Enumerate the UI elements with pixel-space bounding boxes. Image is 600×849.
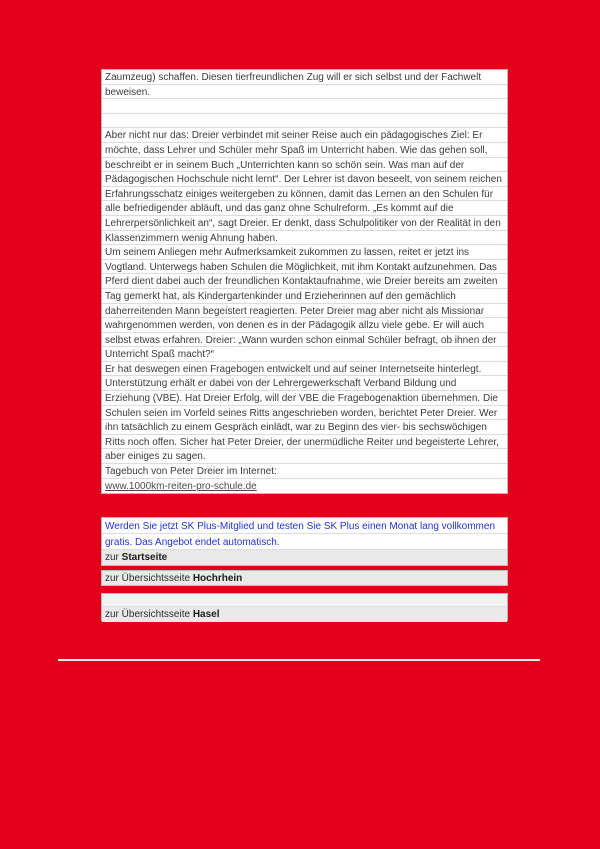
article-line: Um seinem Anliegen mehr Aufmerksamkeit zukommen zu lassen, reitet er jetzt ins bbox=[102, 245, 507, 260]
article-line: Zaumzeug) schaffen. Diesen tierfreundlichen Zug will er sich selbst und der Fachwelt bbox=[102, 70, 507, 85]
article-line: daherreitenden Mann begeistert reagierten. Peter Dreier mag aber nicht als Missionar bbox=[102, 304, 507, 319]
website-link-row bbox=[102, 479, 507, 494]
article-line: Ritts noch offen. Sicher hat Peter Dreier, der unermüdliche Reiter und begeisterte Lehrer, bbox=[102, 435, 507, 450]
link-hochrhein-prefix: zur Übersichtsseite bbox=[105, 573, 193, 584]
hasel-box-spacer bbox=[102, 594, 507, 607]
sk-plus-promo-text-line1[interactable]: Werden Sie jetzt SK Plus-Mitglied und testen Sie SK Plus einen Monat lang vollkommen bbox=[102, 518, 507, 534]
article-line: Unterricht Spaß macht?“ bbox=[102, 347, 507, 362]
article-line: Tagebuch von Peter Dreier im Internet: bbox=[102, 464, 507, 479]
link-hasel-prefix: zur Übersichtsseite bbox=[105, 609, 193, 620]
article-line: Schulen seien im Vorfeld seines Ritts angeschrieben worden, berichtet Peter Dreier. Wer bbox=[102, 406, 507, 421]
article-line: selbst etwas erfahren. Dreier: „Wann wurden schon einmal Schüler befragt, ob ihnen der bbox=[102, 333, 507, 348]
article-line: beweisen. bbox=[102, 85, 507, 100]
article-line: beschreibt er in seinem Buch „Unterrichten kann so schön sein. Was man auf der bbox=[102, 158, 507, 173]
article-line: Tag gemerkt hat, als Kindergartenkinder und Erzieherinnen auf den gemächlich bbox=[102, 289, 507, 304]
hasel-link-box bbox=[101, 593, 508, 621]
article-line: Pferd dient dabei auch der freundlichen Kontaktaufnahme, wie Dreier bereits am zweiten bbox=[102, 274, 507, 289]
article-line: wahrgenommen werden, von denen es in der Pädagogik allzu viele gebe. Er will auch bbox=[102, 318, 507, 333]
article-line bbox=[102, 114, 507, 129]
website-link[interactable]: www.1000km-reiten-pro-schule.de bbox=[105, 480, 257, 492]
sk-plus-promo-box bbox=[101, 517, 508, 566]
link-uebersichtsseite-hasel[interactable] bbox=[102, 607, 507, 622]
article-text-box bbox=[101, 69, 508, 494]
article-line: Lehrerpersönlichkeit an“, sagt Dreier. Er denkt, dass Schulpolitiker von der Realität in den bbox=[102, 216, 507, 231]
article-line: Vogtland. Unterwegs haben Schulen die Möglichkeit, mit ihm Kontakt aufzunehmen. Das bbox=[102, 260, 507, 275]
link-hochrhein-label: Hochrhein bbox=[192, 573, 243, 584]
article-line: Klassenzimmern wenig Ahnung haben. bbox=[102, 231, 507, 246]
link-startseite-prefix: zur bbox=[105, 552, 122, 563]
article-line: Aber nicht nur das: Dreier verbindet mit seiner Reise auch ein pädagogisches Ziel: Er bbox=[102, 128, 507, 143]
article-line: möchte, dass Lehrer und Schüler mehr Spaß im Unterricht haben. Wie das gehen soll, bbox=[102, 143, 507, 158]
article-line: aber einiges zu sagen. bbox=[102, 449, 507, 464]
article-line bbox=[102, 99, 507, 114]
article-line: Erfahrungsschatz einiges weitergeben zu können, damit das Lernen an den Schulen für bbox=[102, 187, 507, 202]
article-line: Er hat deswegen einen Fragebogen entwickelt und auf seiner Internetseite hinterlegt. bbox=[102, 362, 507, 377]
link-uebersichtsseite-hochrhein[interactable] bbox=[102, 571, 507, 585]
link-startseite-label: Startseite bbox=[121, 552, 168, 563]
link-hasel-label: Hasel bbox=[192, 609, 220, 620]
footer-divider-line bbox=[58, 659, 540, 661]
article-line: ihn tatsächlich zu einem Gespräch einlädt, war zu Beginn des vier- bis sechswöchigen bbox=[102, 420, 507, 435]
article-line: Unterstützung erhält er dabei von der Lehrergewerkschaft Verband Bildung und bbox=[102, 376, 507, 391]
article-line: alle befriedigender abläuft, und das ganz ohne Schulreform. „Es kommt auf die bbox=[102, 201, 507, 216]
link-startseite[interactable] bbox=[102, 550, 507, 565]
hochrhein-link-box bbox=[101, 570, 508, 586]
article-line: Erziehung (VBE). Hat Dreier Erfolg, will der VBE die Fragebogenaktion übernehmen. Die bbox=[102, 391, 507, 406]
article-line: Pädagogischen Hochschule nicht lernt“. Der Lehrer ist davon beseelt, von seinem reichen bbox=[102, 172, 507, 187]
sk-plus-promo-text-line2[interactable]: gratis. Das Angebot endet automatisch. bbox=[102, 534, 507, 550]
